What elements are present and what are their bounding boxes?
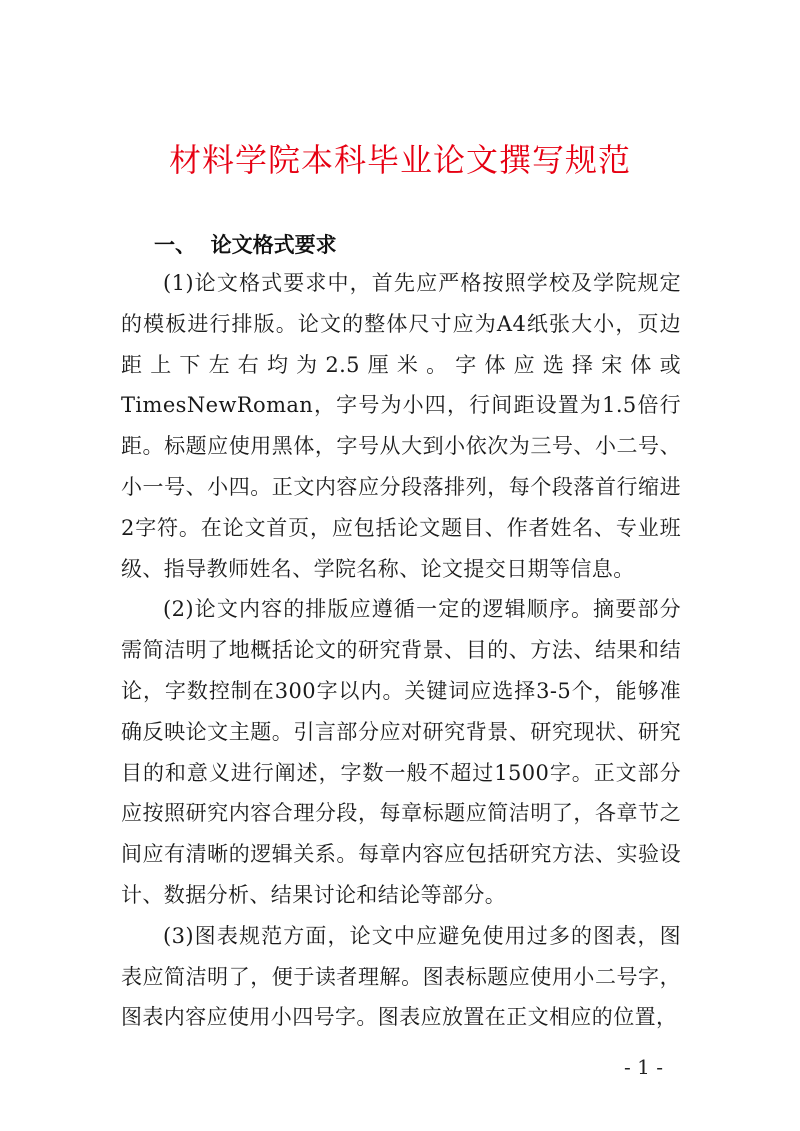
page-number: - 1 - — [624, 1055, 663, 1079]
paragraph-3: (3)图表规范方面，论文中应避免使用过多的图表，图表应简洁明了，便于读者理解。图表标题应使用小二号字，图表内容应使用小四号字。图表应放置在正文相应的位置， — [121, 923, 681, 1030]
document-title: 材料学院本科毕业论文撰写规范 — [168, 141, 631, 179]
paragraph-2: (2)论文内容的排版应遵循一定的逻辑顺序。摘要部分需简洁明了地概括论文的研究背景、目的、方法、结果和结论，字数控制在300字以内。关键词应选择3-5个，能够准确反映论文主题。引言部分应对研究背景、研究现状、研究目的和意义进行阐述，字数一般不超过1500字。正文部分应按照研究内容合理分段，每章标题应简洁明了，各章节之间应有清晰的逻辑关系。每章内容应包括研究方法、实验设计、数据分析、结果讨论和结论等部分。 — [121, 597, 681, 907]
paragraph-1: (1)论文格式要求中，首先应严格按照学校及学院规定的模板进行排版。论文的整体尺寸应为A4纸张大小，页边距上下左右均为2.5厘米。字体应选择宋体或TimesNewRoman，字号为小四，行间距设置为1.5倍行距。标题应使用黑体，字号从大到小依次为三号、小二号、小一号、小四。正文内容应分段落排列，每个段落首行缩进2字符。在论文首页，应包括论文题目、作者姓名、专业班级、指导教师姓名、学院名称、论文提交日期等信息。 — [121, 271, 681, 581]
section-heading: 一、 论文格式要求 — [154, 233, 337, 257]
body-text — [121, 263, 681, 1038]
